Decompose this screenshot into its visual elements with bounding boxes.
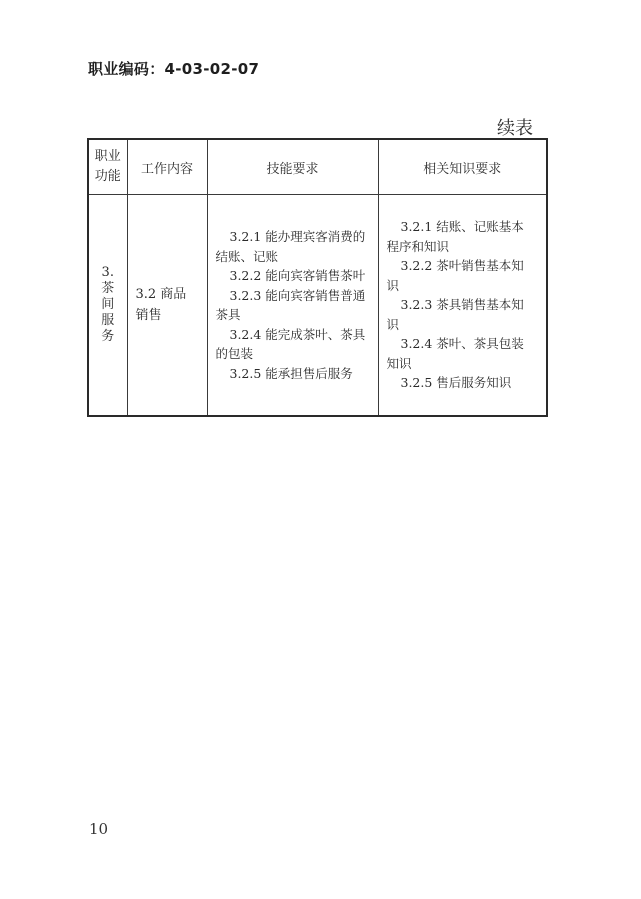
header-function	[88, 139, 127, 195]
header-work-content: 工作内容	[127, 139, 207, 195]
page-number: 10	[89, 820, 109, 838]
skill-line: 3.2.2 能向宾客销售茶叶	[229, 268, 366, 283]
skill-line: 结账、记账	[215, 248, 279, 264]
skill-line: 3.2.5 能承担售后服务	[229, 365, 353, 381]
knowledge-requirements-cell	[378, 195, 547, 417]
header-function-line2: 功能	[94, 169, 121, 184]
knowledge-line: 识	[386, 277, 400, 293]
work-content-line: 3.2 商品	[135, 287, 187, 302]
function-char: 茶	[101, 281, 115, 296]
knowledge-line: 3.2.3 茶具销售基本知	[400, 297, 524, 313]
continued-label: 续表	[497, 118, 533, 139]
knowledge-line: 程序和知识	[386, 238, 450, 254]
function-char: 服	[101, 313, 115, 328]
work-content-line: 销售	[135, 308, 162, 323]
skill-line: 3.2.3 能向宾客销售普通	[229, 287, 366, 303]
knowledge-line: 3.2.5 售后服务知识	[400, 375, 512, 391]
work-content-cell	[127, 195, 207, 417]
table-row	[88, 195, 547, 417]
knowledge-line: 3.2.2 茶叶销售基本知	[400, 258, 524, 274]
knowledge-line: 知识	[386, 355, 412, 371]
knowledge-line: 3.2.4 茶叶、茶具包装	[400, 336, 524, 352]
header-skill-requirements: 技能要求	[207, 139, 378, 195]
table-header-row	[88, 139, 547, 195]
function-cell	[88, 195, 127, 417]
skill-requirements-cell	[207, 195, 378, 417]
knowledge-line: 3.2.1 结账、记账基本	[400, 219, 524, 235]
skill-line: 3.2.4 能完成茶叶、茶具	[229, 326, 366, 342]
header-function-line1: 职业	[94, 149, 121, 164]
function-number: 3.	[101, 265, 114, 280]
skills-table	[87, 138, 548, 417]
header-knowledge-requirements: 相关知识要求	[378, 139, 547, 195]
occupation-code: 职业编码：4-03-02-07	[88, 60, 260, 78]
skill-line: 的包装	[215, 346, 254, 361]
function-char: 间	[101, 297, 115, 312]
function-char: 务	[101, 329, 115, 344]
skill-line: 3.2.1 能办理宾客消费的	[229, 229, 366, 244]
skill-line: 茶具	[215, 307, 241, 322]
knowledge-line: 识	[386, 316, 400, 332]
